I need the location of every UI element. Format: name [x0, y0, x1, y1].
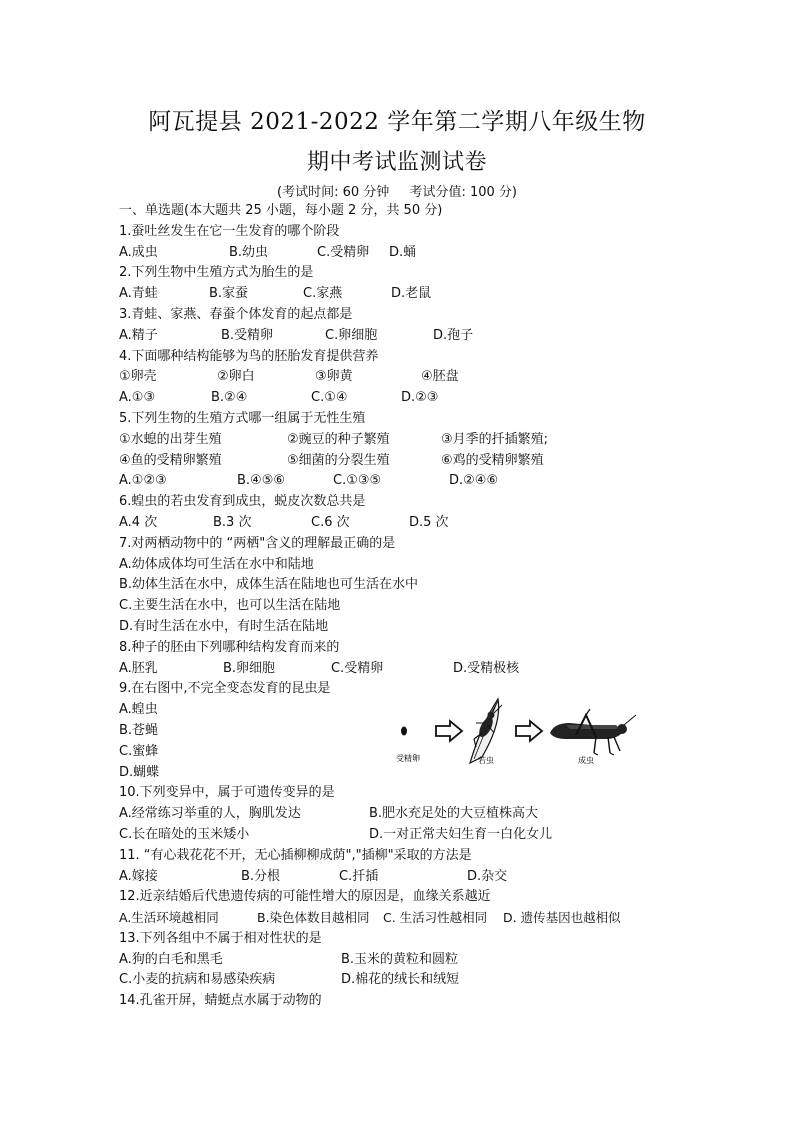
option-row: [119, 867, 659, 888]
exam-time: (考试时间: 60 分钟: [277, 185, 390, 200]
item-row: [119, 430, 659, 451]
option-a: A.嫁接: [119, 868, 158, 884]
option-row: [119, 950, 659, 971]
option-b: B.幼虫: [229, 244, 269, 260]
option-d: D.一对正常夫妇生育一白化女儿: [369, 826, 553, 842]
option-a: A.4 次: [119, 514, 158, 530]
item-5: ⑤细菌的分裂生殖: [287, 452, 390, 468]
option-c: C.①④: [311, 390, 348, 406]
option-d: D.②③: [401, 390, 439, 406]
item-1: ①水螅的出芽生殖: [119, 431, 222, 447]
item-6: ⑥鸡的受精卵繁殖: [441, 452, 544, 468]
option-d: D.蝴蝶: [119, 764, 160, 780]
page-title: 阿瓦提县 2021-2022 学年第二学期八年级生物: [148, 109, 646, 135]
option-b: B.卵细胞: [223, 660, 276, 676]
option-row: [119, 970, 659, 991]
option-d: D.杂交: [467, 868, 508, 884]
option-c: C.受精卵: [331, 660, 384, 676]
question-stem: 2.下列生物中生殖方式为胎生的是: [119, 265, 314, 281]
nymph-icon: [470, 699, 502, 763]
item-2: ②卵白: [217, 369, 255, 385]
option-a: A.蝗虫: [119, 702, 158, 718]
option-row: [119, 804, 659, 825]
question-stem: 4.下面哪种结构能够为鸟的胚胎发育提供营养: [119, 348, 379, 364]
question-stem: 13.下列各组中不属于相对性状的是: [119, 930, 322, 946]
option-d: D.受精极核: [453, 660, 520, 676]
option-b: B.3 次: [213, 514, 252, 530]
exam-score: 考试分值: 100 分): [409, 185, 517, 200]
option-a: A.幼体成体均可生活在水中和陆地: [119, 556, 314, 572]
option-row: [119, 326, 659, 347]
option-a: A.精子: [119, 327, 158, 343]
option-c: C.小麦的抗病和易感染疾病: [119, 972, 276, 988]
option-a: A.狗的白毛和黑毛: [119, 951, 223, 967]
option-d: D.老鼠: [391, 286, 432, 302]
option-d: D.5 次: [409, 514, 449, 530]
option-a: A.①③: [119, 390, 156, 406]
section-heading: 一、单选题(本大题共 25 小题，每小题 2 分，共 50 分): [119, 203, 443, 218]
option-a: A.胚乳: [119, 660, 158, 676]
option-row: [119, 471, 659, 492]
option-a: A.成虫: [119, 244, 158, 260]
option-c: C.扦插: [339, 868, 379, 884]
question-stem: 1.蚕吐丝发生在它一生发育的哪个阶段: [119, 223, 340, 239]
page-subtitle: 期中考试监测试卷: [306, 150, 487, 175]
option-d: D.有时生活在水中，有时生活在陆地: [119, 618, 329, 634]
item-row: [119, 367, 659, 388]
option-a: A.生活环境越相同: [119, 910, 219, 926]
option-b: B.肥水充足处的大豆植株高大: [369, 806, 539, 822]
option-c: C. 生活习性越相同: [383, 910, 488, 926]
adult-grasshopper-icon: [550, 709, 636, 755]
question-stem: 14.孔雀开屏，蜻蜓点水属于动物的: [119, 993, 322, 1009]
item-3: ③卵黄: [315, 369, 353, 385]
option-b: B.家蚕: [209, 286, 249, 302]
option-b: B.玉米的黄粒和圆粒: [341, 951, 459, 967]
question-stem: 11. “有心栽花花不开，无心插柳柳成荫","插柳"采取的方法是: [119, 847, 472, 863]
question-stem: 10.下列变异中，属于可遗传变异的是: [119, 785, 335, 801]
item-4: ④鱼的受精卵繁殖: [119, 452, 222, 468]
option-d: D.棉花的绒长和绒短: [341, 972, 460, 988]
option-a: A.①②③: [119, 473, 167, 489]
egg-icon: [401, 727, 407, 736]
option-c: C.主要生活在水中，也可以生活在陆地: [119, 598, 341, 614]
question-stem: 8.种子的胚由下列哪种结构发育而来的: [119, 639, 340, 655]
label-egg: 受精卵: [396, 754, 420, 763]
option-c: C.卵细胞: [325, 327, 378, 343]
option-row: [119, 908, 659, 929]
question-stem: 3.青蛙、家燕、春蚕个体发育的起点都是: [119, 306, 353, 322]
question-stem: 7.对两栖动物中的 “两栖"含义的理解最正确的是: [119, 535, 396, 551]
item-row: [119, 451, 659, 472]
question-stem: 9.在右图中,不完全变态发育的昆虫是: [119, 681, 331, 697]
option-row: [119, 513, 659, 534]
item-2: ②豌豆的种子繁殖: [287, 431, 390, 447]
option-row: [119, 388, 659, 409]
option-a: A.青蛙: [119, 286, 158, 302]
item-1: ①卵壳: [119, 369, 157, 385]
option-b: B.分根: [241, 868, 281, 884]
label-adult: 成虫: [578, 756, 594, 765]
question-stem: 6.蝗虫的若虫发育到成虫，蜕皮次数总共是: [119, 494, 366, 510]
question-stem: 12.近亲结婚后代患遗传病的可能性增大的原因是，血缘关系越近: [119, 889, 491, 905]
option-a: A.经常练习举重的人，胸肌发达: [119, 806, 301, 822]
exam-info: [0, 181, 794, 200]
option-d: D.孢子: [433, 327, 474, 343]
label-nymph: 若虫: [478, 756, 494, 765]
option-row: [119, 659, 659, 680]
option-b: B.②④: [211, 390, 248, 406]
option-c: C.蜜蜂: [119, 743, 159, 759]
question-stem: 5.下列生物的生殖方式哪一组属于无性生殖: [119, 410, 366, 426]
grasshopper-development-figure: [390, 693, 640, 771]
option-row: [119, 284, 659, 305]
option-c: C.受精卵: [317, 244, 370, 260]
option-b: B.幼体生活在水中，成体生活在陆地也可生活在水中: [119, 577, 419, 593]
option-row: [119, 243, 659, 264]
option-c: C.6 次: [311, 514, 350, 530]
option-b: B.染色体数目越相同: [257, 910, 370, 926]
option-d: D. 遗传基因也越相似: [503, 910, 621, 926]
item-3: ③月季的扦插繁殖;: [441, 431, 549, 447]
option-c: C.①③⑤: [333, 473, 382, 489]
option-c: C.长在暗处的玉米矮小: [119, 826, 250, 842]
option-b: B.受精卵: [221, 327, 274, 343]
item-4: ④胚盘: [421, 369, 459, 385]
option-b: B.④⑤⑥: [237, 473, 286, 489]
arrow-right-icon: [516, 721, 542, 741]
question-list: [119, 201, 659, 1012]
option-b: B.苍蝇: [119, 722, 159, 738]
option-row: [119, 825, 659, 846]
option-d: D.蛹: [389, 244, 417, 260]
option-d: D.②④⑥: [449, 473, 499, 489]
arrow-right-icon: [436, 721, 462, 741]
option-c: C.家燕: [303, 286, 343, 302]
